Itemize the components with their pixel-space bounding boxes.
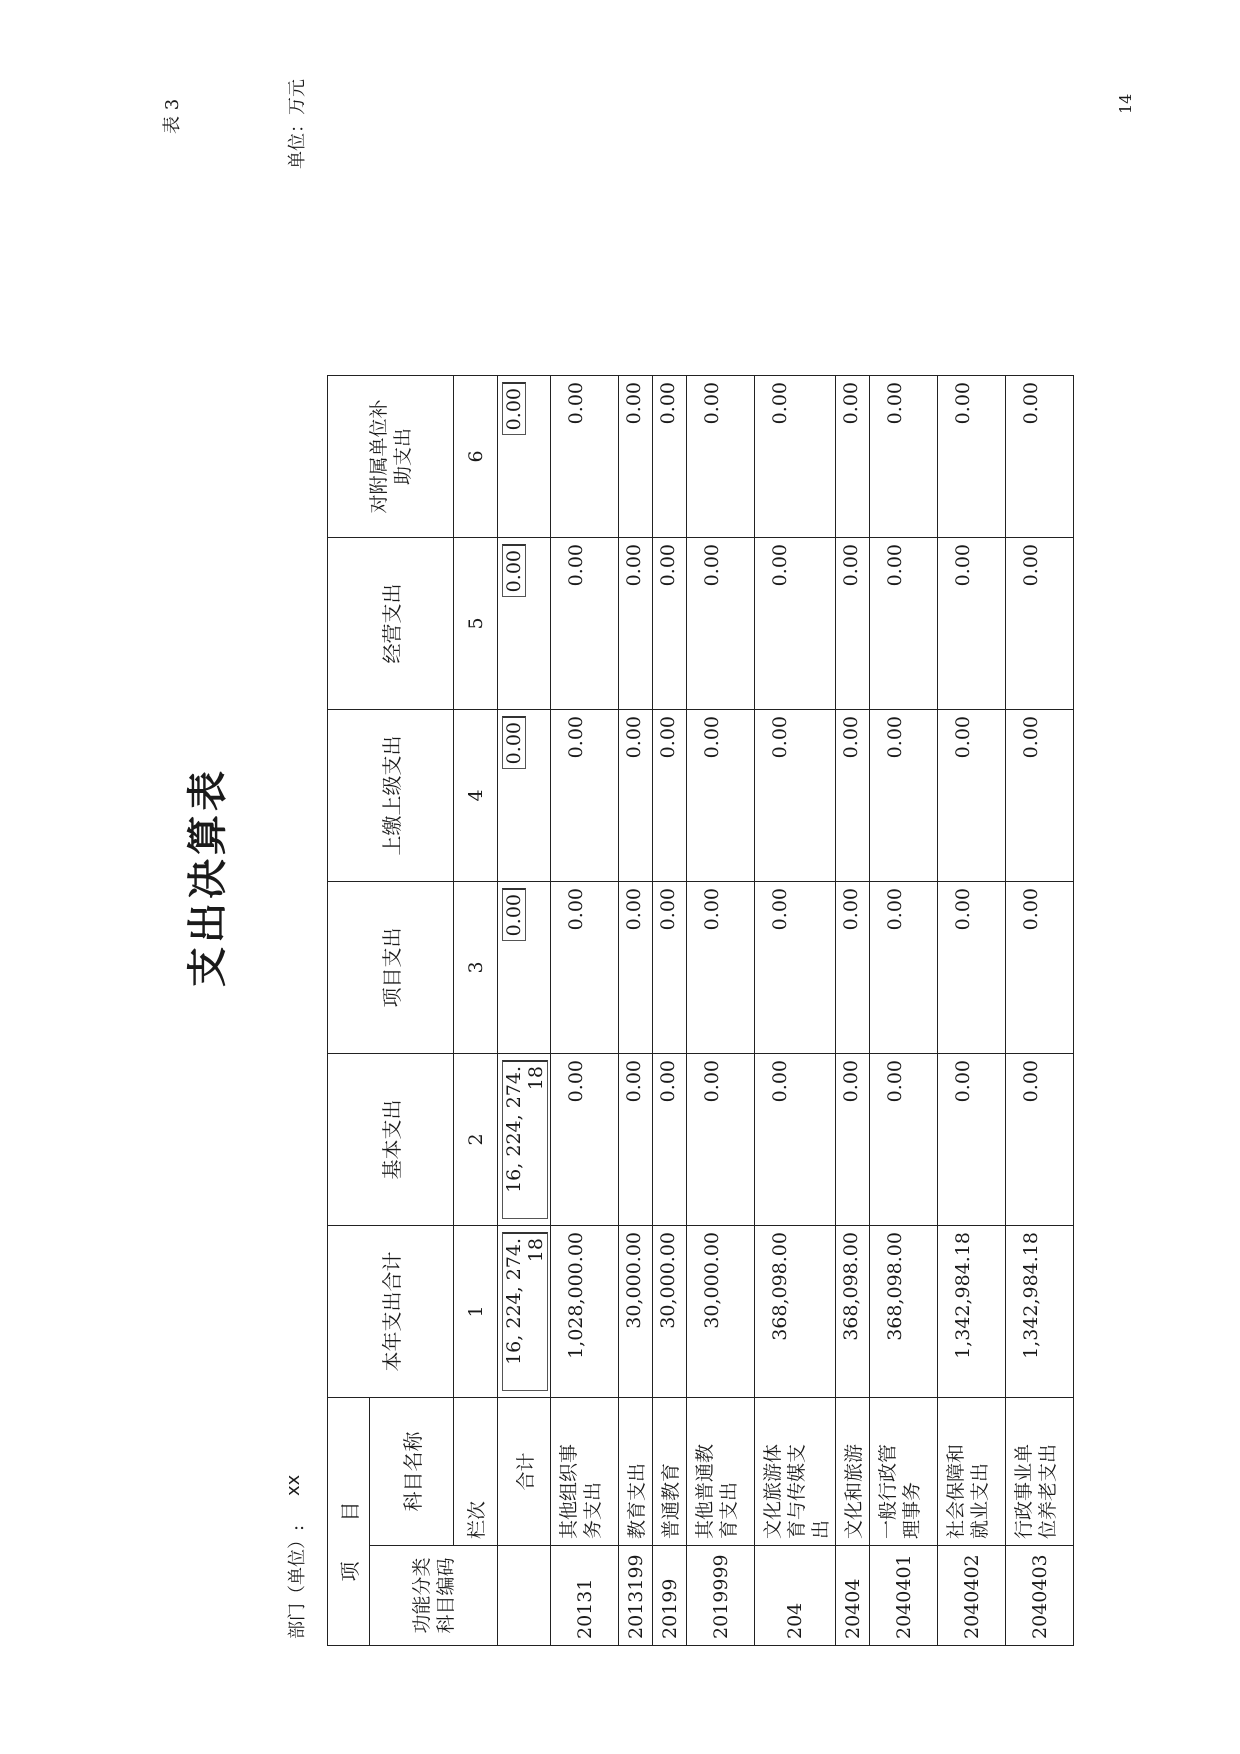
row-v3: 0.00 <box>836 882 870 1054</box>
expenditure-table <box>327 375 1074 1646</box>
total-label: 合计 <box>498 1398 551 1546</box>
col4-number: 4 <box>454 710 498 882</box>
row-name <box>687 1398 755 1546</box>
row-v4: 0.00 <box>938 710 1006 882</box>
total-v1-text: 16, 224, 274. 18 <box>502 1232 548 1391</box>
code-header-text: 功能分类科目编码 <box>410 1557 457 1634</box>
code-header <box>370 1546 498 1646</box>
row-v5: 0.00 <box>938 538 1006 710</box>
row-name <box>551 1398 619 1546</box>
row-v4: 0.00 <box>619 710 653 882</box>
table-row <box>687 376 755 1646</box>
row-v6: 0.00 <box>619 376 653 538</box>
row-v5: 0.00 <box>836 538 870 710</box>
row-code: 2040403 <box>1006 1546 1074 1646</box>
total-v5 <box>498 538 551 710</box>
total-v1 <box>498 1226 551 1398</box>
table-row <box>551 376 619 1646</box>
row-name <box>755 1398 836 1546</box>
row-v1: 1,028,000.00 <box>551 1226 619 1398</box>
row-v3: 0.00 <box>870 882 938 1054</box>
col3-header: 项目支出 <box>328 882 454 1054</box>
col5-header: 经营支出 <box>328 538 454 710</box>
row-code: 2013199 <box>619 1546 653 1646</box>
row-v2: 0.00 <box>653 1054 687 1226</box>
row-code: 20199 <box>653 1546 687 1646</box>
row-name-text: 普通教育 <box>660 1462 682 1539</box>
row-v5: 0.00 <box>870 538 938 710</box>
item-header: 项目 <box>328 1398 370 1646</box>
row-v4: 0.00 <box>755 710 836 882</box>
row-v1: 368,098.00 <box>755 1226 836 1398</box>
row-v1: 30,000.00 <box>687 1226 755 1398</box>
total-row <box>498 376 551 1646</box>
row-code: 20131 <box>551 1546 619 1646</box>
total-v3-text: 0.00 <box>502 888 526 941</box>
row-v5: 0.00 <box>755 538 836 710</box>
row-v3: 0.00 <box>551 882 619 1054</box>
row-v5: 0.00 <box>619 538 653 710</box>
column-number-row <box>454 376 498 1646</box>
row-name <box>619 1398 653 1546</box>
table-number: 表 3 <box>162 98 183 134</box>
total-v4-text: 0.00 <box>502 716 526 769</box>
col2-header: 基本支出 <box>328 1054 454 1226</box>
row-name <box>870 1398 938 1546</box>
row-v5: 0.00 <box>653 538 687 710</box>
total-v2 <box>498 1054 551 1226</box>
row-v5: 0.00 <box>1006 538 1074 710</box>
row-v4: 0.00 <box>1006 710 1074 882</box>
row-name-text: 其他组织事务支出 <box>558 1443 604 1539</box>
row-v3: 0.00 <box>1006 882 1074 1054</box>
unit-label: 单位：万元 <box>287 79 308 169</box>
table-row <box>938 376 1006 1646</box>
total-v6-text: 0.00 <box>502 382 526 435</box>
row-name-text: 其他普通教育支出 <box>694 1443 740 1539</box>
row-name-text: 文化和旅游 <box>843 1443 865 1539</box>
row-v3: 0.00 <box>653 882 687 1054</box>
header-row-item <box>328 376 370 1646</box>
row-name-text: 行政事业单位养老支出 <box>1013 1443 1059 1539</box>
table-row <box>755 376 836 1646</box>
row-v5: 0.00 <box>687 538 755 710</box>
row-v2: 0.00 <box>836 1054 870 1226</box>
row-v1: 30,000.00 <box>619 1226 653 1398</box>
col1-header: 本年支出合计 <box>328 1226 454 1398</box>
row-v6: 0.00 <box>687 376 755 538</box>
row-v4: 0.00 <box>870 710 938 882</box>
table-row <box>870 376 938 1646</box>
document-title: 支出决算表 <box>185 767 231 987</box>
col3-number: 3 <box>454 882 498 1054</box>
table-row <box>1006 376 1074 1646</box>
row-v2: 0.00 <box>755 1054 836 1226</box>
row-v4: 0.00 <box>836 710 870 882</box>
row-name <box>836 1398 870 1546</box>
row-v2: 0.00 <box>551 1054 619 1226</box>
row-v3: 0.00 <box>938 882 1006 1054</box>
row-v1: 30,000.00 <box>653 1226 687 1398</box>
row-v6: 0.00 <box>755 376 836 538</box>
department-label: 部门（单位）: <box>287 1524 308 1639</box>
row-v5: 0.00 <box>551 538 619 710</box>
row-name <box>653 1398 687 1546</box>
row-v2: 0.00 <box>938 1054 1006 1226</box>
row-v2: 0.00 <box>619 1054 653 1226</box>
row-v1: 1,342,984.18 <box>938 1226 1006 1398</box>
col6-header-text: 对附属单位补助支出 <box>367 399 414 514</box>
row-name-text: 社会保障和就业支出 <box>945 1443 991 1539</box>
row-v1: 368,098.00 <box>870 1226 938 1398</box>
row-name <box>1006 1398 1074 1546</box>
row-name <box>938 1398 1006 1546</box>
col6-number: 6 <box>454 376 498 538</box>
row-v6: 0.00 <box>870 376 938 538</box>
row-v6: 0.00 <box>836 376 870 538</box>
row-v3: 0.00 <box>687 882 755 1054</box>
total-v2-text: 16, 224, 274. 18 <box>502 1060 548 1219</box>
row-v6: 0.00 <box>1006 376 1074 538</box>
row-v1: 1,342,984.18 <box>1006 1226 1074 1398</box>
col2-number: 2 <box>454 1054 498 1226</box>
col4-header: 上缴上级支出 <box>328 710 454 882</box>
row-v2: 0.00 <box>1006 1054 1074 1226</box>
col1-number: 1 <box>454 1226 498 1398</box>
total-v5-text: 0.00 <box>502 544 526 597</box>
row-code: 2040402 <box>938 1546 1006 1646</box>
row-label: 栏次 <box>454 1398 498 1546</box>
row-code: 2040401 <box>870 1546 938 1646</box>
row-code: 20404 <box>836 1546 870 1646</box>
col6-header <box>328 376 454 538</box>
row-v2: 0.00 <box>687 1054 755 1226</box>
row-code: 204 <box>755 1546 836 1646</box>
row-v3: 0.00 <box>619 882 653 1054</box>
total-v4 <box>498 710 551 882</box>
total-code-cell <box>498 1546 551 1646</box>
col5-number: 5 <box>454 538 498 710</box>
row-code: 2019999 <box>687 1546 755 1646</box>
row-name-text: 一般行政管理事务 <box>877 1443 923 1539</box>
table-row <box>836 376 870 1646</box>
row-v4: 0.00 <box>687 710 755 882</box>
row-v6: 0.00 <box>653 376 687 538</box>
total-v3 <box>498 882 551 1054</box>
row-v6: 0.00 <box>551 376 619 538</box>
table-row <box>619 376 653 1646</box>
row-v6: 0.00 <box>938 376 1006 538</box>
page-number: 14 <box>1116 93 1135 114</box>
table-row <box>653 376 687 1646</box>
row-name-text: 文化旅游体育与传媒支出 <box>762 1443 832 1539</box>
row-name-text: 教育支出 <box>626 1462 648 1539</box>
row-v1: 368,098.00 <box>836 1226 870 1398</box>
department-value: xx <box>283 1474 304 1496</box>
total-v6 <box>498 376 551 538</box>
name-header: 科目名称 <box>370 1398 454 1546</box>
row-v2: 0.00 <box>870 1054 938 1226</box>
row-v4: 0.00 <box>551 710 619 882</box>
row-v3: 0.00 <box>755 882 836 1054</box>
row-v4: 0.00 <box>653 710 687 882</box>
